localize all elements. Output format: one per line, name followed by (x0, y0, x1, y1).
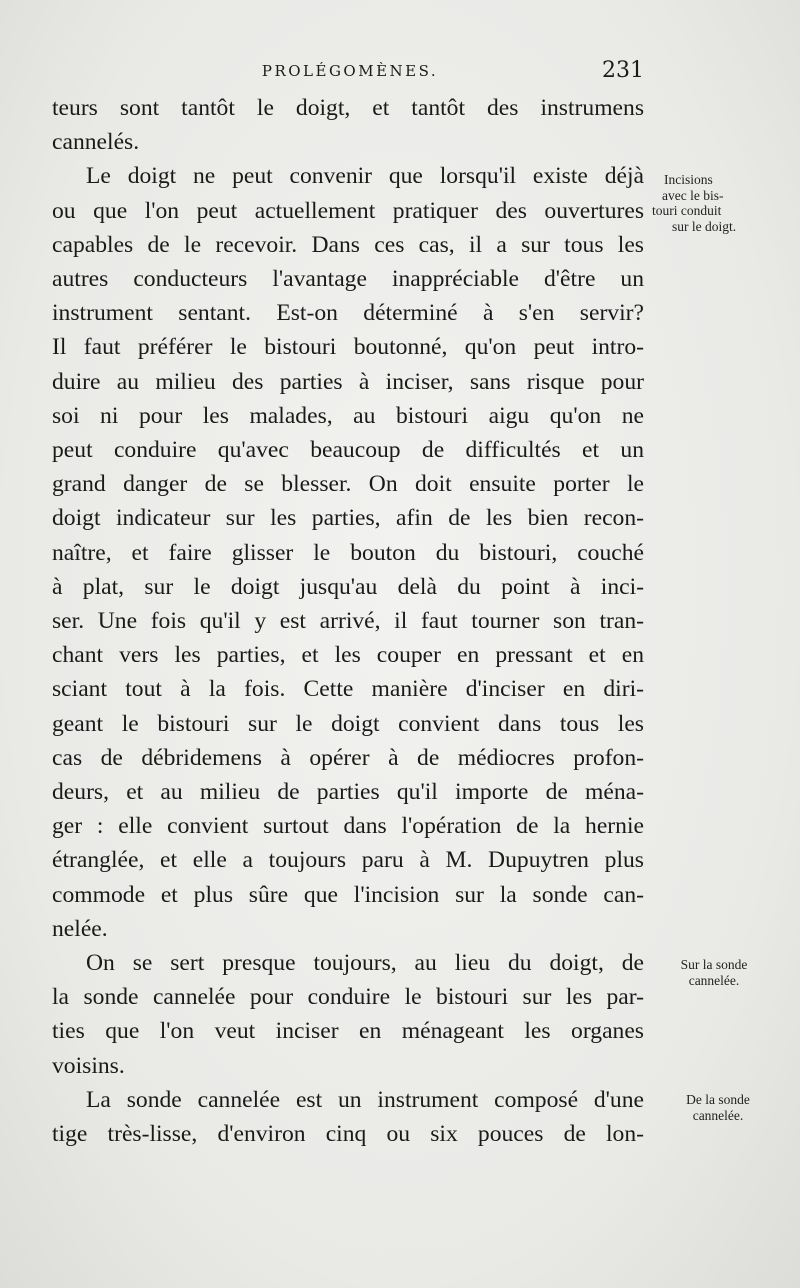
paragraph-3 (52, 946, 644, 980)
running-head (56, 58, 644, 84)
text-line: grand danger de se blesser. On doit ensuite porter le (52, 471, 644, 498)
page-number: 231 (602, 58, 644, 83)
text-line: deurs, et au milieu de parties qu'il importe de ména- (52, 779, 644, 806)
running-title: PROLÉGOMÈNES. (261, 62, 439, 80)
text-line: à plat, sur le doigt jusqu'au delà du point à inci- (52, 573, 644, 600)
paragraph-2 (52, 159, 644, 193)
margin-note-line: cannelée. (688, 972, 740, 988)
text-line: doigt indicateur sur les parties, afin de les bien recon- (52, 505, 644, 532)
text-line: nelée. (52, 915, 108, 942)
text-line: teurs sont tantôt le doigt, et tantôt des instrumens (52, 95, 644, 121)
text-line: ger : elle convient surtout dans l'opération de la hernie (52, 813, 644, 840)
text-line: chant vers les parties, et les couper en pressant et en (52, 642, 644, 669)
margin-note-incisions (652, 172, 776, 234)
text-line: instrument sentant. Est-on déterminé à s'en servir? (52, 300, 644, 327)
margin-note-line: Incisions (664, 172, 713, 187)
text-line: duire au milieu des parties à inciser, sans risque pour (52, 368, 644, 395)
margin-note-line: Sur la sonde (680, 957, 748, 972)
paragraph-4-cont (52, 1117, 644, 1151)
text-line: cannelés. (52, 129, 140, 156)
text-line: sciant tout à la fois. Cette manière d'inciser en diri- (52, 676, 644, 703)
text-line: soi ni pour les malades, au bistouri aigu qu'on ne (52, 402, 644, 429)
text-line: La sonde cannelée est un instrument composé d'une (86, 1086, 644, 1113)
text-line: la sonde cannelée pour conduire le bistouri sur les par- (52, 984, 644, 1011)
text-line: ou que l'on peut actuellement pratiquer des ouvertures (52, 197, 644, 224)
text-line: Il faut préférer le bistouri boutonné, qu'on peut intro- (52, 334, 644, 361)
text-line: voisins. (52, 1052, 125, 1079)
margin-note-line: sur le doigt. (672, 218, 737, 234)
margin-note-de-la-sonde (656, 1092, 780, 1123)
text-line: geant le bistouri sur le doigt convient dans tous les (52, 710, 644, 737)
paragraph-1 (52, 91, 644, 159)
text-line: Le doigt ne peut convenir que lorsqu'il existe déjà (86, 163, 644, 190)
paragraph-4 (52, 1083, 644, 1117)
margin-note-sonde (652, 957, 776, 988)
paragraph-3-cont (52, 980, 644, 1083)
text-line: naître, et faire glisser le bouton du bistouri, couché (52, 539, 644, 566)
text-line: étranglée, et elle a toujours paru à M. Dupuytren plus (52, 847, 644, 874)
body-text (52, 91, 644, 1151)
text-line: commode et plus sûre que l'incision sur la sonde can- (52, 881, 644, 908)
paragraph-2-cont (52, 194, 644, 946)
margin-note-line: touri conduit (652, 203, 722, 218)
text-line: tige très-lisse, d'environ cinq ou six pouces de lon- (52, 1121, 644, 1148)
text-line: ser. Une fois qu'il y est arrivé, il faut tourner son tran- (52, 608, 644, 635)
text-line: autres conducteurs l'avantage inappréciable d'être un (52, 266, 644, 293)
text-line: On se sert presque toujours, au lieu du doigt, de (86, 950, 644, 977)
text-line: cas de débridemens à opérer à de médiocres profon- (52, 744, 644, 771)
margin-note-line: avec le bis- (662, 187, 724, 203)
margin-note-line: cannelée. (692, 1107, 744, 1123)
text-line: peut conduire qu'avec beaucoup de difficultés et un (52, 437, 644, 464)
text-line: capables de le recevoir. Dans ces cas, il a sur tous les (52, 231, 644, 258)
margin-note-line: De la sonde (686, 1092, 750, 1107)
text-line: ties que l'on veut inciser en ménageant les organes (52, 1018, 644, 1045)
